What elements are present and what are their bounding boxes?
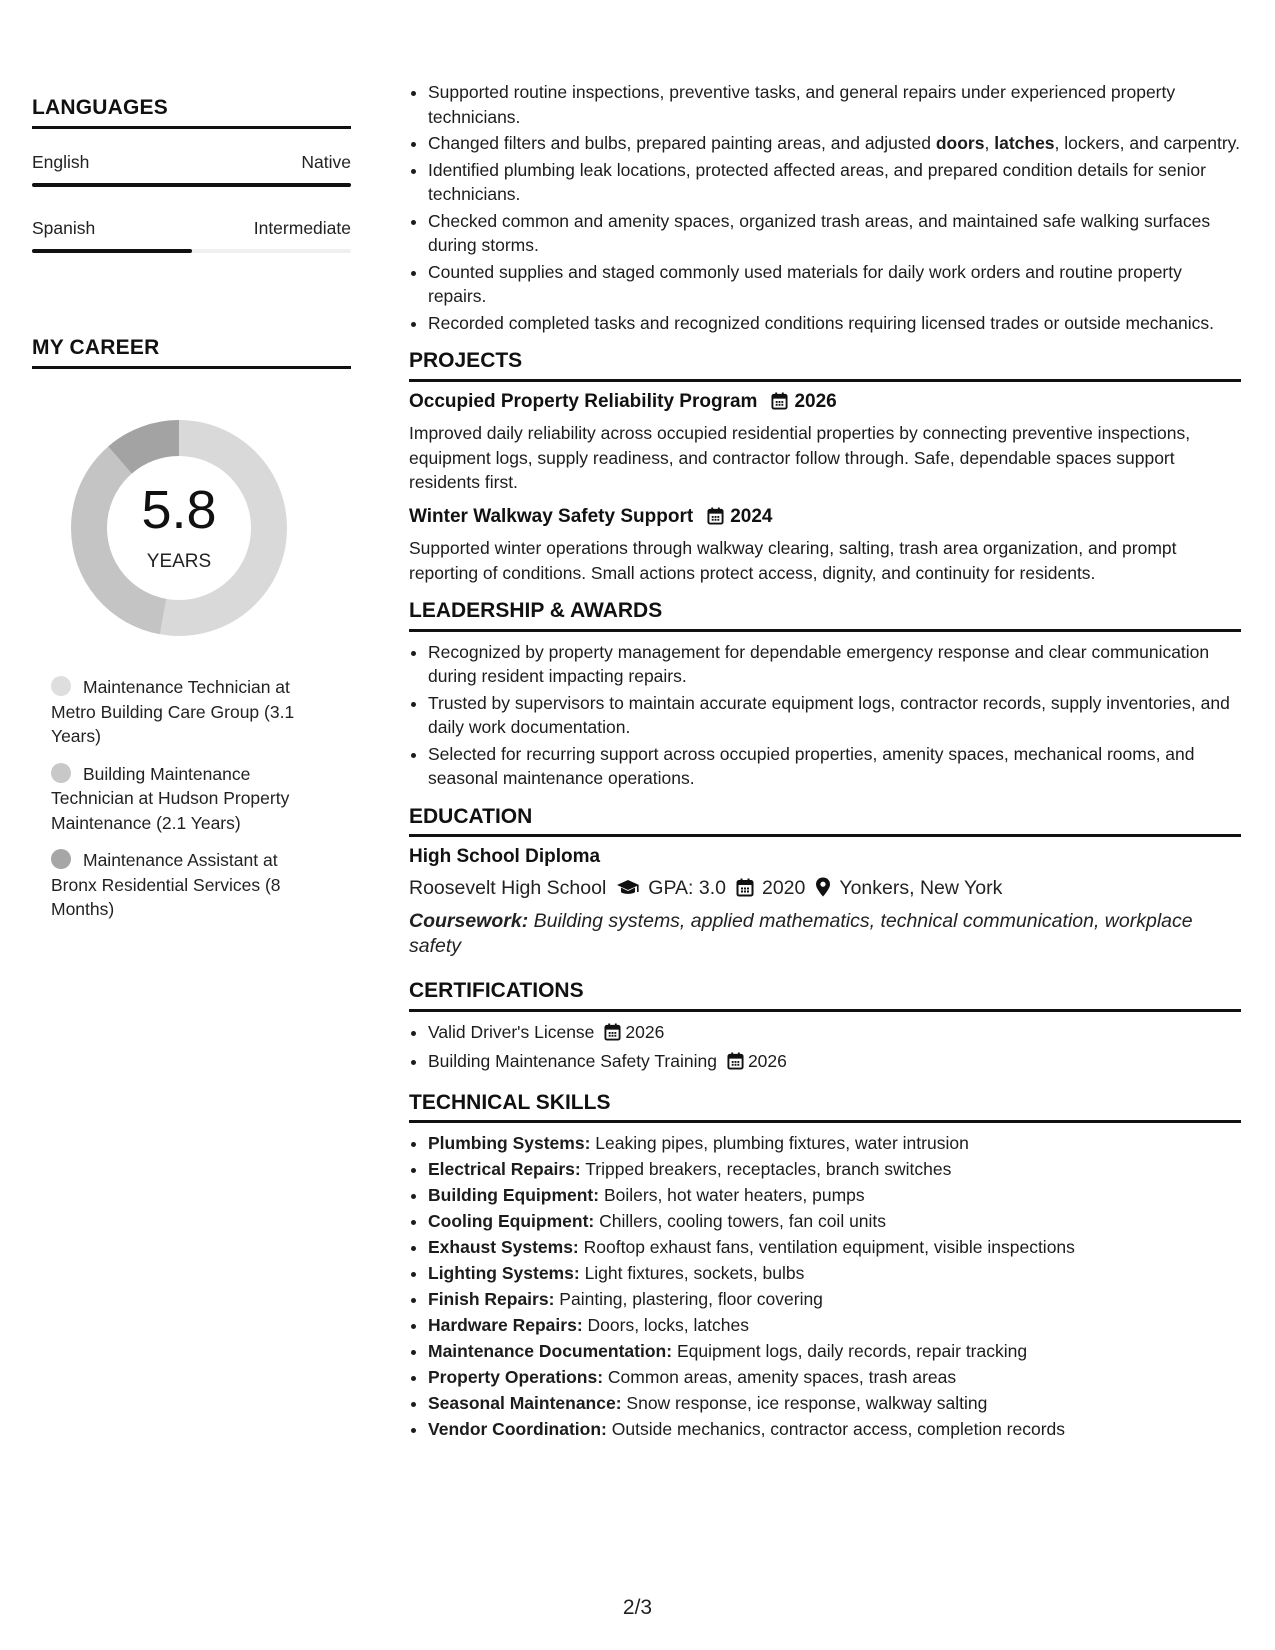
language-level: Intermediate (253, 218, 351, 238)
leadership-heading: LEADERSHIP & AWARDS (409, 599, 1241, 632)
skill-label: Vendor Coordination: (428, 1419, 607, 1439)
leadership-list (409, 640, 1241, 791)
skill-item (428, 1235, 1241, 1260)
bullet-emphasis: doors (935, 133, 985, 153)
skill-label: Maintenance Documentation: (428, 1341, 673, 1361)
skill-item (428, 1339, 1241, 1364)
calendar-icon (604, 1023, 621, 1048)
project-name: Occupied Property Reliability Program (409, 390, 758, 412)
language-proficiency-fill (32, 249, 192, 253)
experience-bullet (428, 131, 1241, 156)
experience-bullet (428, 80, 1241, 129)
bullet-text: Checked common and amenity spaces, organized trash areas, and maintained safe walking surfaces during storms. (428, 210, 1211, 255)
right-column (409, 80, 1241, 1443)
project-description: Improved daily reliability across occupied residential properties by connecting preventive inspections, equipment logs, supply readiness, and contractor follow through. Safe, dependable spaces support residents first. (409, 423, 1191, 492)
experience-bullet (428, 158, 1241, 207)
bullet-emphasis: latches (994, 133, 1055, 153)
career-legend-dot (51, 849, 71, 869)
language-name: English (32, 152, 90, 172)
skill-item (428, 1391, 1241, 1416)
skill-label: Electrical Repairs: (428, 1159, 581, 1179)
skill-item (428, 1313, 1241, 1338)
certification-year: 2026 (625, 1021, 665, 1042)
skill-value: Equipment logs, daily records, repair tracking (676, 1341, 1028, 1361)
skill-value: Common areas, amenity spaces, trash areas (607, 1367, 957, 1387)
certification-name: Building Maintenance Safety Training (428, 1051, 717, 1071)
education-details (409, 876, 1241, 904)
leadership-bullet: • Selected for recurring support across occupied properties, amenity spaces, mechanical rooms, and seasonal maintenance operations. (428, 742, 1241, 791)
skill-value: Tripped breakers, receptacles, branch switches (585, 1159, 952, 1179)
project-item (409, 505, 1241, 586)
skill-item (428, 1209, 1241, 1234)
career-item-text: Maintenance Assistant at Bronx Residential Services (8 Months) (51, 850, 281, 919)
education-gpa: GPA: 3.0 (648, 876, 726, 899)
career-total-unit: YEARS (146, 551, 212, 572)
experience-bullet (428, 260, 1241, 309)
education-location: Yonkers, New York (839, 876, 1003, 899)
language-proficiency-bar (32, 249, 351, 253)
bullet-text: Changed filters and bulbs, prepared painting areas, and adjusted (428, 133, 936, 153)
skill-value: Doors, locks, latches (587, 1315, 749, 1335)
certifications-heading: CERTIFICATIONS (409, 979, 1241, 1012)
skill-label: Seasonal Maintenance: (428, 1393, 622, 1413)
skills-list (409, 1131, 1241, 1442)
skill-item (428, 1417, 1241, 1442)
skill-value: Snow response, ice response, walkway salting (626, 1393, 988, 1413)
bullet-text: Recorded completed tasks and recognized conditions requiring licensed trades or outside mechanics. (428, 312, 1214, 333)
calendar-icon (727, 1052, 744, 1077)
certification-year: 2026 (747, 1051, 787, 1071)
language-proficiency-bar (32, 183, 351, 187)
page-number: 2/3 (622, 1596, 653, 1619)
calendar-icon (771, 392, 788, 418)
bullet-text: Identified plumbing leak locations, protected affected areas, and prepared condition details for senior technicians. (428, 159, 1206, 204)
bullet-text: , lockers, and carpentry. (1054, 133, 1240, 153)
career-item (51, 848, 321, 922)
graduation-cap-icon (616, 879, 640, 904)
education-heading: EDUCATION (409, 805, 1241, 838)
education-degree: High School Diploma (409, 846, 601, 867)
experience-bullets (409, 80, 1241, 335)
career-item (51, 762, 321, 836)
coursework-text: Building systems, applied mathematics, technical communication, workplace safety (409, 910, 1193, 957)
skill-item (428, 1157, 1241, 1182)
skill-label: Hardware Repairs: (428, 1315, 583, 1335)
career-list (51, 675, 321, 935)
language-level: Native (301, 152, 351, 172)
location-pin-icon (815, 877, 831, 904)
project-year: 2026 (794, 390, 837, 412)
bullet-text: Counted supplies and staged commonly used materials for daily work orders and routine property repairs. (428, 261, 1182, 306)
certification-name: Valid Driver's License (428, 1021, 595, 1042)
skill-value: Leaking pipes, plumbing fixtures, water intrusion (595, 1133, 969, 1153)
experience-bullet (428, 311, 1241, 336)
project-title-row (409, 505, 1241, 533)
projects-heading: PROJECTS (409, 349, 1241, 382)
skill-value: Painting, plastering, floor covering (559, 1289, 823, 1309)
bullet-text: Supported routine inspections, preventive tasks, and general repairs under experienced property technicians. (428, 82, 1176, 127)
project-title-row (409, 390, 1241, 418)
skill-label: Plumbing Systems: (428, 1133, 591, 1153)
skill-item (428, 1261, 1241, 1286)
skill-label: Building Equipment: (428, 1185, 600, 1205)
leadership-bullet: • Recognized by property management for dependable emergency response and clear communication during resident impacting repairs. (428, 640, 1241, 689)
education-year: 2020 (761, 876, 806, 899)
calendar-icon (707, 507, 724, 533)
skill-label: Property Operations: (428, 1367, 604, 1387)
language-name: Spanish (32, 218, 96, 238)
skills-heading: TECHNICAL SKILLS (409, 1091, 1241, 1124)
project-description: Supported winter operations through walkway clearing, salting, trash area organization, and prompt reporting of conditions. Small actions protect access, dignity, and continuity for residents. (409, 538, 1177, 583)
projects-list (409, 390, 1241, 586)
skill-label: Cooling Equipment: (428, 1211, 595, 1231)
career-heading: MY CAREER (32, 336, 351, 369)
certifications-list (409, 1020, 1241, 1077)
language-proficiency-fill (32, 183, 351, 187)
leadership-bullet: • Trusted by supervisors to maintain accurate equipment logs, contractor records, supply inventories, and daily work documentation. (428, 691, 1241, 740)
experience-bullet (428, 209, 1241, 258)
career-item-text: Building Maintenance Technician at Hudson Property Maintenance (2.1 Years) (51, 763, 290, 833)
languages-heading: LANGUAGES (32, 96, 351, 129)
skill-value: Rooftop exhaust fans, ventilation equipment, visible inspections (583, 1237, 1075, 1257)
skill-item (428, 1131, 1241, 1156)
education-coursework (409, 909, 1241, 959)
skill-item (428, 1287, 1241, 1312)
education-school: Roosevelt High School (409, 876, 607, 899)
certification-item (428, 1049, 1241, 1077)
skill-label: Exhaust Systems: (428, 1237, 579, 1257)
skill-label: Lighting Systems: (428, 1263, 580, 1283)
career-legend-dot (51, 763, 71, 783)
skill-value: Boilers, hot water heaters, pumps (603, 1185, 865, 1205)
skill-item (428, 1365, 1241, 1390)
calendar-icon (736, 878, 754, 904)
career-item-text: Maintenance Technician at Metro Building Care Group (3.1 Years) (51, 677, 295, 746)
project-item (409, 390, 1241, 495)
skill-value: Outside mechanics, contractor access, completion records (611, 1419, 1066, 1439)
skill-value: Light fixtures, sockets, bulbs (584, 1263, 805, 1283)
career-legend-dot (51, 676, 71, 696)
career-donut-chart (66, 415, 292, 641)
project-year: 2024 (730, 505, 773, 527)
career-item (51, 675, 321, 749)
bullet-text: , (984, 133, 995, 153)
skill-item (428, 1183, 1241, 1208)
career-total-years: 5.8 (141, 480, 217, 540)
skill-value: Chillers, cooling towers, fan coil units (599, 1211, 887, 1231)
project-name: Winter Walkway Safety Support (409, 505, 694, 527)
skill-label: Finish Repairs: (428, 1289, 555, 1309)
certification-item (428, 1020, 1241, 1048)
coursework-label: Coursework: (409, 910, 529, 932)
